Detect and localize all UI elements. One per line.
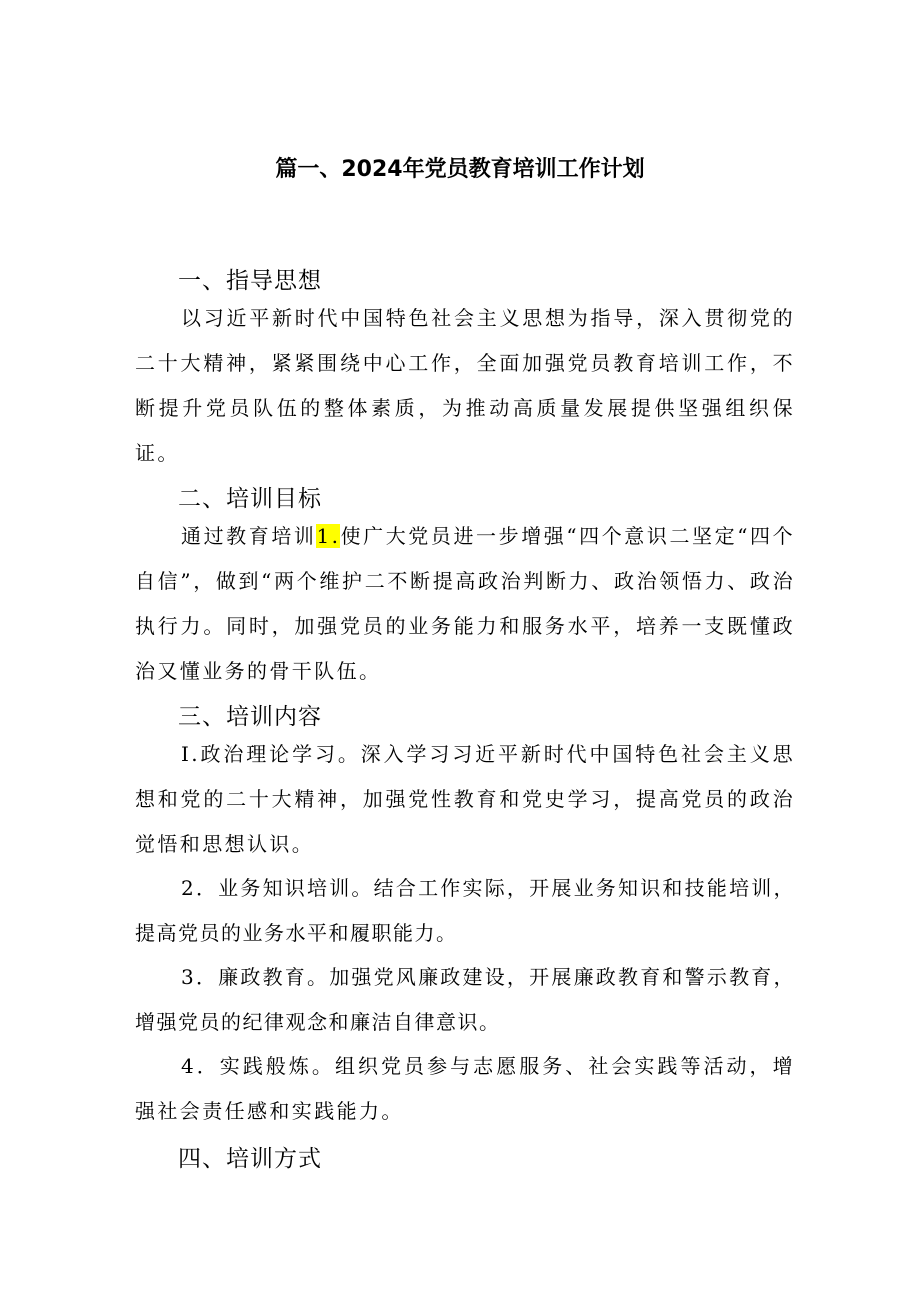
paragraph-content-item-2: 2．业务知识培训。结合工作实际，开展业务知识和技能培训，提高党员的业务水平和履职能力。: [135, 876, 795, 945]
document-title: 篇一、2024年党员教育培训工作计划: [275, 157, 645, 182]
section-heading-guiding-ideology: 一、指导思想: [178, 268, 322, 294]
paragraph-content-item-1: I.政治理论学习。深入学习习近平新时代中国特色社会主义思想和党的二十大精神，加强党性教育和党史学习，提高党员的政治觉悟和思想认识。: [135, 742, 795, 856]
paragraph-training-goals: [135, 514, 795, 694]
paragraph-guiding-ideology: 以习近平新时代中国特色社会主义思想为指导，深入贯彻党的二十大精神，紧紧围绕中心工作，全面加强党员教育培训工作，不断提升党员队伍的整体素质，为推动高质量发展提供坚强组织保证。: [135, 306, 795, 465]
section-heading-training-goals: [178, 480, 322, 513]
highlighted-number: 1.: [316, 524, 341, 548]
section-heading-training-methods: 四、培训方式: [178, 1146, 322, 1172]
section-heading-training-goals-text: 二、培训目标: [178, 486, 322, 512]
paragraph-training-goals-before: 通过教育培训: [181, 524, 317, 548]
paragraph-training-goals-after: 使广大党员进一步增强“四个意识二坚定“四个自信”，做到“两个维护二不断提高政治判断力、政治领悟力、政治执行力。同时，加强党员的业务能力和服务水平，培养一支既懂政治又懂业务的骨干队伍。: [135, 524, 795, 683]
paragraph-content-item-3: 3．廉政教育。加强党风廉政建设，开展廉政教育和警示教育，增强党员的纪律观念和廉洁自律意识。: [135, 965, 795, 1034]
section-heading-training-content: 三、培训内容: [178, 704, 322, 730]
paragraph-content-item-4: 4．实践般炼。组织党员参与志愿服务、社会实践等活动，增强社会责任感和实践能力。: [135, 1054, 795, 1123]
